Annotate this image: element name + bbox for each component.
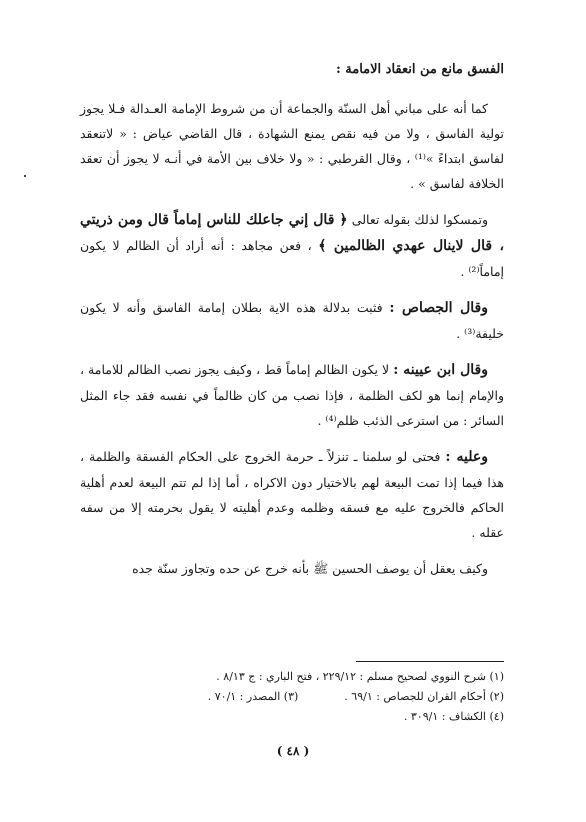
footnote-2 [84,689,504,705]
paragraph-2-rest: ، فعن مجاهد : أنه أراد أن الظالم لا يكون إماماً⁽²⁾ . [80,238,504,279]
paragraph-4-text: لا يكون الظالم إماماً قط ، وكيف يجوز نصب الظالم للامامة ، والإمام إنما هو لكف الظلمة ، فإذا نصب من كان ظالماً في نفسه فقد جاء المثل السائر : من استرعى الذئب ظلم⁽⁴⁾ . [80,362,504,428]
paragraph-3-text: فثبت بدلالة هذه الاية بطلان إمامة الفاسق وأنه لا يكون خليفة⁽³⁾ . [80,300,504,341]
paragraph-6: وكيف يعقل أن يوصف الحسين ﷺ بأنه خرج عن حده وتجاوز سنّة جده [132,561,488,576]
paragraph-2-intro: وتمسكوا لذلك بقوله تعالى [347,212,488,227]
footnote-2a: (٢) أحكام القران للجصاص : ٦٩/١ . [344,690,504,703]
paragraph-5 [80,444,504,545]
paragraph-3 [80,295,504,346]
footnote-1: (١) شرح النووي لصحيح مسلم : ٢٢٩/١٢ ، فتح الباري : ج ٨/١٣ . [216,670,504,683]
paragraph-4-label: وقال ابن عيينه : [393,362,488,378]
page-number: ( ٤٨ ) [276,744,310,758]
stray-mark [24,175,26,177]
paragraph-4 [80,357,504,433]
quran-verse: ﴿ قال إني جاعلك للناس إماماً قال ومن ذريتي ، قال لاينال عهدي الظالمين ﴾ [80,212,504,254]
paragraph-1: كما أنه على مباني أهل السنّة والجماعة أن من شروط الإمامة العـدالة فـلا يجوز تولية الفاسق ، ولا من فيه نقص يمنع الشهادة ، قال القاضي عياض : « لاتنعقد لفاسق ابتداءً »⁽¹⁾ ، وقال القرطبي : « ولا خلاف بين الأمة في أنـه لا يجوز أن تعقد الخلافة لفاسق » . [80,101,505,191]
footnote-2b: (٣) المصدر : ٧٠/١ . [207,690,299,703]
paragraph-5-text: فحتى لو سلمنا ـ تنزلاً ـ حرمة الخروج على الحكام الفسقة والظلمة ، هذا فيما إذا تمت البيعة لهم بالاختيار دون الاكراه ، أما إذا لم تتم البيعة لعدم أهلية الحاكم فالخروج عليه مع فسقه وظلمه وعدم أهليته لا يقول بحرمته إلا من سفه عقله . [80,449,504,540]
footnote-rule [356,661,504,662]
footnote-3: (٤) الكشاف : ٣٠٩/١ . [403,710,504,723]
paragraph-3-label: وقال الجصاص : [389,300,488,316]
paragraph-2 [80,207,504,284]
section-heading: الفسق مانع من انعقاد الامامة : [335,62,504,77]
paragraph-5-label: وعليه : [445,449,488,465]
body-text [80,96,504,581]
